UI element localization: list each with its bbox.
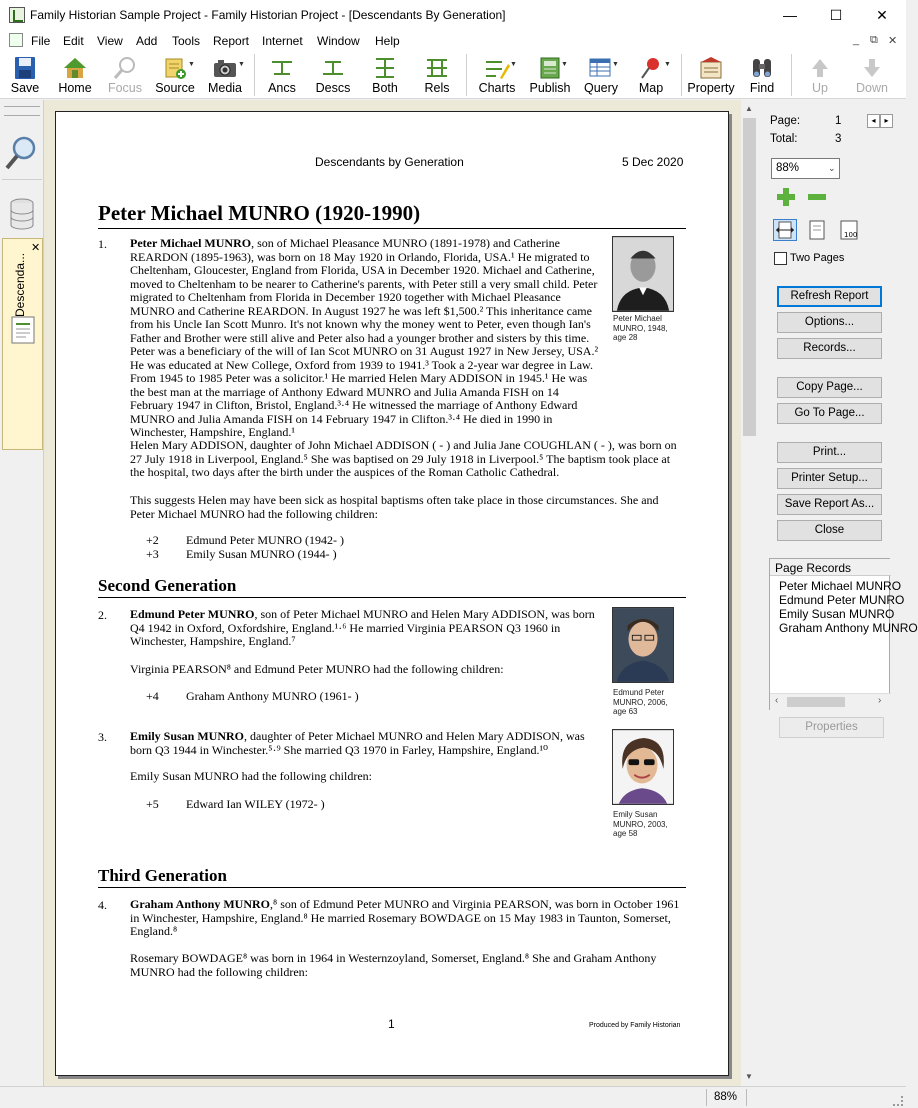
document-icon[interactable] <box>9 33 23 47</box>
list-item[interactable]: Edmund Peter MUNRO <box>779 593 905 607</box>
spouse-paragraph: Virginia PEARSON⁸ and Edmund Peter MUNRO had the following children: <box>130 662 504 676</box>
person-photo[interactable] <box>612 729 674 805</box>
zoom-in-icon[interactable] <box>776 187 796 207</box>
page-records-list[interactable] <box>769 558 918 710</box>
produced-by-footer: Produced by Family Historian <box>589 1022 681 1029</box>
toolbar-separator <box>254 54 255 96</box>
charts-button[interactable]: ▼ Charts <box>472 51 522 99</box>
media-button[interactable]: ▼ Media <box>202 51 248 99</box>
child-number: +2 <box>146 533 159 547</box>
entry-text: , son of Peter Michael MUNRO and Helen Mary ADDISON, was born Q4 1942 in Oxford, Oxfordshire, England.¹·⁶ He married Virginia PEARSON Q3 1960 in Winchester, Hampshire, England.⁷ <box>130 607 595 648</box>
actual-size-icon <box>837 219 861 241</box>
scroll-right-arrow[interactable]: › <box>878 695 882 706</box>
magnifier-icon[interactable] <box>4 134 38 172</box>
window-title: Family Historian Sample Project - Family Historian Project - [Descendants By Generation] <box>30 8 506 22</box>
chevron-down-icon: ⌄ <box>828 163 836 173</box>
zoom-select[interactable] <box>771 158 840 179</box>
down-button[interactable]: Down <box>849 51 895 99</box>
report-main-heading: Peter Michael MUNRO (1920-1990) <box>98 201 686 229</box>
child-name: Emily Susan MUNRO (1944- ) <box>186 547 337 561</box>
person-photo[interactable] <box>612 607 674 683</box>
minimize-button[interactable]: — <box>783 7 797 23</box>
home-icon <box>62 56 88 80</box>
both-button[interactable]: Both <box>362 51 408 99</box>
entry-number: 4. <box>98 898 107 912</box>
menu-internet[interactable]: Internet <box>262 34 303 48</box>
toolbar-separator <box>466 54 467 96</box>
left-sidebar <box>0 100 44 1086</box>
scrollbar-thumb[interactable] <box>787 697 845 707</box>
fit-width-button[interactable] <box>773 219 797 241</box>
options-button[interactable]: Options... <box>777 312 882 333</box>
person-name: Peter Michael MUNRO <box>130 236 252 250</box>
zoom-out-icon[interactable] <box>807 187 827 207</box>
ancestors-icon <box>269 56 295 80</box>
printer-setup-button[interactable]: Printer Setup... <box>777 468 882 489</box>
relatives-icon <box>424 56 450 80</box>
entry-number: 1. <box>98 237 107 251</box>
page-next-button[interactable]: ▸ <box>880 114 893 128</box>
fit-width-icon <box>774 220 796 240</box>
charts-icon <box>484 56 510 80</box>
down-arrow-icon <box>859 56 885 80</box>
child-number: +3 <box>146 547 159 561</box>
page-header-date: 5 Dec 2020 <box>622 155 684 169</box>
entry-number: 2. <box>98 608 107 622</box>
entry-paragraph <box>130 898 686 939</box>
toolbar <box>0 51 906 99</box>
descendants-icon <box>320 56 346 80</box>
magnifier-icon <box>112 56 138 80</box>
query-icon <box>588 56 614 80</box>
properties-button[interactable]: Properties <box>779 717 884 738</box>
resize-grip[interactable] <box>893 1096 903 1106</box>
two-pages-label: Two Pages <box>790 252 845 264</box>
title-bar <box>0 0 906 31</box>
publish-button[interactable]: ▼ Publish <box>525 51 575 99</box>
mdi-restore-button[interactable]: ⧉ <box>870 34 878 46</box>
page-number: 1 <box>388 1017 395 1031</box>
entry-number: 3. <box>98 730 107 744</box>
tab-close-button[interactable]: ✕ <box>31 242 41 254</box>
photo-caption: Emily Susan MUNRO, 2003, age 58 <box>613 810 668 838</box>
camera-icon <box>212 56 238 80</box>
save-report-as-button[interactable]: Save Report As... <box>777 494 882 515</box>
page-header-title: Descendants by Generation <box>315 155 464 169</box>
menu-file[interactable]: File <box>31 34 51 48</box>
relatives-button[interactable]: Rels <box>414 51 460 99</box>
status-zoom: 88% <box>714 1091 738 1103</box>
svg-text:100: 100 <box>844 231 858 239</box>
mdi-close-button[interactable]: ✕ <box>888 35 898 47</box>
up-button[interactable]: Up <box>797 51 843 99</box>
entry-paragraph <box>130 730 602 757</box>
actual-size-button[interactable] <box>837 219 861 241</box>
person-name: Edmund Peter MUNRO <box>130 607 255 621</box>
scroll-left-arrow[interactable]: ‹ <box>775 695 779 706</box>
copy-page-button[interactable]: Copy Page... <box>777 377 882 398</box>
entry-paragraph <box>130 608 602 649</box>
print-button[interactable]: Print... <box>777 442 882 463</box>
menu-tools[interactable]: Tools <box>172 34 201 48</box>
report-control-panel <box>758 100 918 1086</box>
spouse-paragraph: Emily Susan MUNRO had the following children: <box>130 769 372 783</box>
find-button[interactable]: Find <box>739 51 785 99</box>
status-bar <box>0 1086 906 1108</box>
sidebar-grip[interactable] <box>4 106 40 116</box>
close-button[interactable]: ✕ <box>876 7 888 23</box>
menu-bar <box>0 31 906 51</box>
both-icon <box>372 56 398 80</box>
records-button[interactable]: Records... <box>777 338 882 359</box>
scrollbar-thumb[interactable] <box>743 118 756 436</box>
list-item[interactable]: Graham Anthony MUNRO <box>779 621 918 635</box>
source-button[interactable]: ▼ Source <box>152 51 198 99</box>
photo-caption: Edmund Peter MUNRO, 2006, age 63 <box>613 688 668 716</box>
toolbar-separator <box>681 54 682 96</box>
up-arrow-icon <box>807 56 833 80</box>
ancestors-button[interactable]: Ancs <box>259 51 305 99</box>
entry-text: , daughter of Peter Michael MUNRO and Helen Mary ADDISON, was born Q3 1944 in Winchester.⁵·⁹ She married Q3 1970 in Farley, Hampshire, England.¹⁰ <box>130 729 585 757</box>
person-name: Emily Susan MUNRO <box>130 729 245 743</box>
menu-edit[interactable]: Edit <box>63 34 84 48</box>
child-number: +4 <box>146 689 159 703</box>
database-icon[interactable] <box>9 198 35 230</box>
map-button[interactable]: ▼ Map <box>628 51 674 99</box>
publish-icon <box>537 56 563 80</box>
total-value: 3 <box>835 133 842 145</box>
focus-button[interactable]: Focus <box>102 51 148 99</box>
query-button[interactable]: ▼ Query <box>578 51 624 99</box>
spouse-paragraph: Rosemary BOWDAGE⁸ was born in 1964 in Westernzoyland, Somerset, England.⁸ She and Graham Anthony MUNRO had the following children: <box>130 951 657 979</box>
map-pin-icon <box>638 56 664 80</box>
home-button[interactable]: Home <box>52 51 98 99</box>
photo-caption: Peter Michael MUNRO, 1948, age 28 <box>613 314 668 342</box>
scroll-down-arrow[interactable]: ▼ <box>745 1072 753 1081</box>
mdi-minimize-button[interactable]: _ <box>853 34 860 46</box>
spouse-paragraph: Helen Mary ADDISON, daughter of John Michael ADDISON ( - ) and Julia Jane COUGHLAN ( - ), was born on 27 July 1918 in Liverpool, England.⁵ She was baptised on 29 July 1918 in Liverpool.⁵ The baptism took place at the hospital, two days after the birth under the auspices of the Roman Catholic Cathedral. <box>130 438 677 479</box>
menu-help[interactable]: Help <box>375 34 400 48</box>
toolbar-separator <box>791 54 792 96</box>
maximize-button[interactable]: ☐ <box>829 7 843 23</box>
list-item[interactable]: Peter Michael MUNRO <box>779 579 902 593</box>
menu-window[interactable]: Window <box>317 34 360 48</box>
tab-label: Descenda... <box>13 252 27 317</box>
page-records-header: Page Records <box>775 561 852 575</box>
refresh-report-button[interactable]: Refresh Report <box>777 286 882 307</box>
child-name: Graham Anthony MUNRO (1961- ) <box>186 689 359 703</box>
fit-page-icon <box>805 219 829 241</box>
save-icon <box>12 56 38 80</box>
two-pages-checkbox[interactable] <box>774 252 787 265</box>
report-window-tab[interactable] <box>2 238 43 450</box>
horizontal-scrollbar[interactable] <box>770 693 891 710</box>
report-icon <box>10 315 36 345</box>
binoculars-icon <box>749 56 775 80</box>
property-icon <box>698 56 724 80</box>
entry-text: ,⁸ son of Edmund Peter MUNRO and Virginia PEARSON, was born in October 1961 in Winchester, Hampshire, England.⁸ He married Rosemary BOWDAGE on 15 May 1983 in Taunton, Somerset, England.⁸ <box>130 897 680 938</box>
go-to-page-button[interactable]: Go To Page... <box>777 403 882 424</box>
generation-heading: Second Generation <box>98 576 686 598</box>
child-number: +5 <box>146 797 159 811</box>
person-name: Graham Anthony MUNRO <box>130 897 271 911</box>
fit-page-button[interactable] <box>805 219 829 241</box>
page-label: Page: <box>770 115 801 127</box>
source-icon <box>162 56 188 80</box>
scroll-up-arrow[interactable]: ▲ <box>745 104 753 113</box>
report-page <box>55 111 729 1076</box>
vertical-scrollbar[interactable] <box>741 100 758 1086</box>
list-item[interactable]: Emily Susan MUNRO <box>779 607 895 621</box>
page-prev-button[interactable]: ◂ <box>867 114 880 128</box>
zoom-value: 88% <box>776 162 800 174</box>
child-name: Edward Ian WILEY (1972- ) <box>186 797 325 811</box>
child-name: Edmund Peter MUNRO (1942- ) <box>186 533 344 547</box>
page-value: 1 <box>835 115 842 127</box>
entry-text: , son of Michael Pleasance MUNRO (1891-1978) and Catherine REARDON (1895-1963), was born on 18 May 1920 in Orlando, Florida, USA.¹ He migrated to Cheltenham, Gloucester, England from Florida, USA in December 1920. Michael and Catherine, moved to Cheltenham to be nearer to Catherine's parents, with Peter still a very small child. Peter migrated to Cheltenham from Florida in December 1920 together with Michael Pleasance MUNRO and Catherine REARDON. In August 1927 he was left $1,500.² This inheritance came from his Uncle Ian Scott Munro. It's not known why the money went to Peter, even though Ian's Father and Brother were still alive and Peter also had a younger brother and sisters by this time. Peter was a beneficiary of the will of Ian Scot MUNRO on 31 August 1927 in New Jersey, USA.² He was educated at New College, Oxford from 1939 to 1941.³ Took a 2-year war degree in Law. From 1945 to 1985 Peter was a solicitor.¹ He married Helen Mary ADDISON in 1945.¹ He was the best man at the marriage of Anthony Edward MUNRO and Julia Amanda FISH on 14 February 1947 in Clifton, Bristol, England.³·⁴ He witnessed the marriage of Anthony Edward MUNRO and Julia Amanda FISH on 14 February 1947 in Clifton.³·⁴ He died in 1990 in Winchester, Hampshire, England.¹ <box>130 236 599 439</box>
generation-heading: Third Generation <box>98 866 686 888</box>
menu-add[interactable]: Add <box>136 34 158 48</box>
close-report-button[interactable]: Close <box>777 520 882 541</box>
entry-paragraph <box>130 237 602 440</box>
save-button[interactable]: Save <box>2 51 48 99</box>
descendants-button[interactable]: Descs <box>310 51 356 99</box>
property-button[interactable]: Property <box>686 51 736 99</box>
menu-report[interactable]: Report <box>213 34 250 48</box>
menu-view[interactable]: View <box>97 34 123 48</box>
total-label: Total: <box>770 133 798 145</box>
person-photo[interactable] <box>612 236 674 312</box>
note-paragraph: This suggests Helen may have been sick as hospital baptisms often take place in those circumstances. She and Peter Michael MUNRO had the following children: <box>130 493 659 521</box>
app-icon[interactable] <box>9 7 25 23</box>
